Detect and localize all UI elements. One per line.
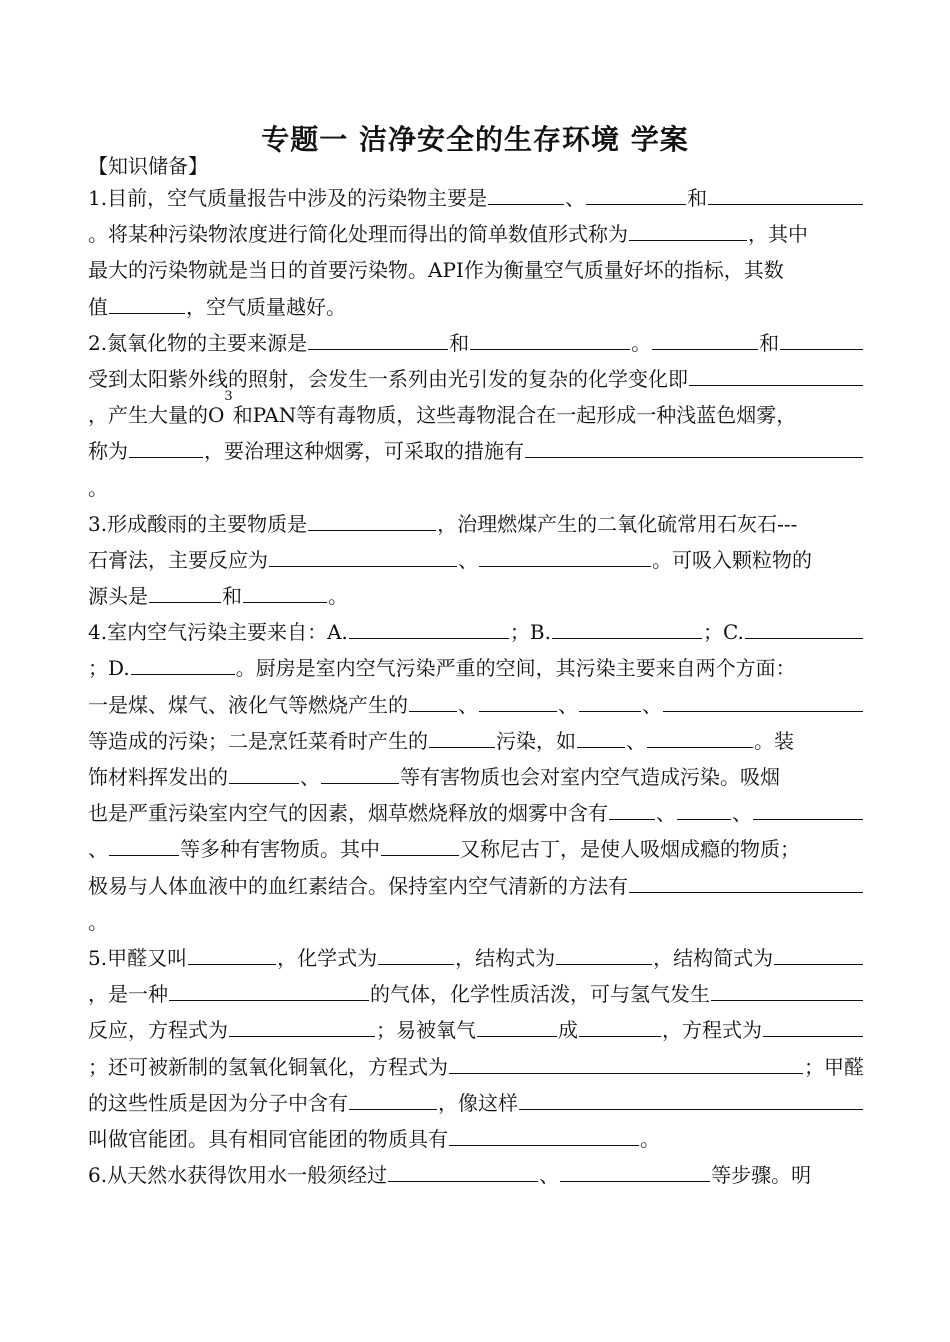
text: 和	[449, 330, 470, 355]
question-5-line-4	[88, 1049, 864, 1085]
question-2-line-2	[88, 361, 864, 397]
text: 、	[88, 837, 108, 862]
text: 污染，如	[496, 728, 576, 753]
question-4-line-2	[88, 650, 864, 686]
question-5-line-1	[88, 940, 864, 976]
question-1-line-2	[88, 216, 864, 252]
text: ，其中	[748, 222, 808, 247]
answer-blank[interactable]	[609, 795, 655, 820]
answer-blank[interactable]	[349, 1085, 437, 1110]
question-5-line-3	[88, 1012, 864, 1048]
question-5-line-5	[88, 1085, 864, 1121]
text: ；甲醛	[804, 1054, 864, 1079]
text: 6.从天然水获得饮用水一般须经过	[88, 1163, 388, 1188]
text: 和	[759, 330, 780, 355]
question-5-line-6	[88, 1121, 864, 1157]
text: 。	[328, 584, 348, 609]
text: 饰材料挥发出的	[88, 765, 228, 789]
text: 、	[558, 692, 578, 717]
text: 5.甲醛又叫	[88, 945, 188, 970]
question-5-line-2	[88, 976, 864, 1012]
answer-blank[interactable]	[479, 542, 651, 567]
question-list	[88, 180, 864, 1193]
answer-blank[interactable]	[308, 325, 448, 350]
answer-blank[interactable]	[109, 831, 179, 856]
answer-blank[interactable]	[131, 650, 235, 675]
answer-blank[interactable]	[169, 976, 369, 1001]
text: ；D.	[88, 656, 130, 681]
answer-blank[interactable]	[470, 325, 630, 350]
text: 1.目前，空气质量报告中涉及的污染物主要是	[88, 186, 488, 210]
answer-blank[interactable]	[229, 1012, 375, 1037]
answer-blank[interactable]	[409, 687, 457, 712]
answer-blank[interactable]	[774, 940, 863, 965]
text: ，像这样	[438, 1090, 518, 1115]
question-4-line-4	[88, 723, 864, 759]
question-2-line-3	[88, 389, 864, 433]
text: 也是严重污染室内空气的因素，烟草燃烧释放的烟雾中含有	[88, 801, 608, 826]
text: 、	[656, 801, 676, 826]
text: 叫做官能团。具有相同官能团的物质具有	[88, 1126, 448, 1151]
text: 成	[558, 1018, 578, 1043]
answer-blank[interactable]	[560, 1157, 710, 1182]
text: 最大的污染物就是当日的首要污染物。API作为衡量空气质量好坏的指标，其数	[88, 258, 784, 283]
answer-blank[interactable]	[780, 325, 863, 350]
question-1-line-1	[88, 180, 864, 216]
text: 一是煤、煤气、液化气等燃烧产生的	[88, 692, 408, 717]
text: ，是一种	[88, 982, 168, 1007]
text: 极易与人体血液中的血红素结合。保持室内空气清新的方法有	[88, 873, 628, 898]
answer-blank[interactable]	[745, 614, 863, 639]
answer-blank[interactable]	[321, 759, 399, 784]
answer-blank[interactable]	[763, 1012, 863, 1037]
answer-blank[interactable]	[243, 578, 327, 603]
question-3-line-1	[88, 506, 864, 542]
text: 等步骤。明	[711, 1163, 812, 1188]
text: 、	[642, 692, 662, 717]
answer-blank[interactable]	[429, 723, 495, 748]
text: 称为	[88, 439, 128, 464]
text: 、	[732, 801, 752, 826]
text: ，空气质量越好。	[186, 294, 346, 319]
question-3-line-2	[88, 542, 864, 578]
answer-blank[interactable]	[579, 687, 641, 712]
answer-blank[interactable]	[689, 361, 863, 386]
text: 的这些性质是因为分子中含有	[88, 1090, 348, 1115]
text: ，产生大量的O	[88, 403, 225, 428]
text: 又称尼古丁，是使人吸烟成瘾的物质；	[460, 837, 800, 862]
question-2-line-5	[88, 470, 864, 506]
text: 、	[626, 728, 646, 753]
answer-blank[interactable]	[349, 614, 509, 639]
text: 、	[300, 765, 320, 789]
text: ；B.	[509, 620, 551, 645]
answer-blank[interactable]	[109, 289, 185, 314]
text: 、	[458, 692, 478, 717]
text: 石膏法，主要反应为	[88, 547, 268, 572]
answer-blank[interactable]	[378, 940, 454, 965]
answer-blank[interactable]	[479, 687, 557, 712]
answer-blank[interactable]	[519, 1085, 863, 1110]
text: 和PAN等有毒物质，这些毒物混合在一起形成一种浅蓝色烟雾，	[232, 403, 797, 428]
answer-blank[interactable]	[677, 795, 731, 820]
answer-blank[interactable]	[629, 868, 863, 893]
question-4-line-8	[88, 868, 864, 904]
question-3-line-3	[88, 578, 864, 614]
text: 。装	[754, 728, 794, 753]
text: 等多种有害物质。其中	[180, 837, 380, 862]
question-2-line-4	[88, 433, 864, 469]
text: 源头是	[88, 584, 148, 609]
answer-blank[interactable]	[449, 1121, 639, 1146]
answer-blank[interactable]	[188, 940, 276, 965]
answer-blank[interactable]	[577, 723, 625, 748]
answer-blank[interactable]	[556, 940, 652, 965]
answer-blank[interactable]	[652, 325, 758, 350]
text: 。将某种污染物浓度进行简化处理而得出的简单数值形式称为	[88, 222, 628, 247]
answer-blank[interactable]	[753, 795, 863, 820]
text: ，结构式为	[455, 945, 556, 970]
answer-blank[interactable]	[579, 1012, 661, 1037]
text: 和	[687, 186, 708, 210]
text: 值	[88, 294, 108, 319]
answer-blank[interactable]	[269, 542, 457, 567]
text: 。厨房是室内空气污染严重的空间，其污染主要来自两个方面：	[235, 656, 796, 681]
answer-blank[interactable]	[708, 180, 863, 205]
text: 和	[222, 584, 242, 609]
answer-blank[interactable]	[586, 180, 686, 205]
question-6-line-1	[88, 1157, 864, 1193]
text: ，要治理这种烟雾，可采取的措施有	[204, 439, 524, 464]
text: ；C.	[702, 620, 744, 645]
answer-blank[interactable]	[525, 433, 863, 458]
answer-blank[interactable]	[229, 759, 299, 784]
text: ，方程式为	[662, 1018, 762, 1043]
question-1-line-3	[88, 252, 864, 288]
question-4-line-1	[88, 614, 864, 650]
text: 。	[88, 909, 108, 934]
page-title: 专题一 洁净安全的生存环境 学案	[261, 123, 689, 156]
answer-blank[interactable]	[477, 1012, 557, 1037]
text: 、	[539, 1163, 560, 1188]
answer-blank[interactable]	[149, 578, 221, 603]
answer-blank[interactable]	[381, 831, 459, 856]
subscript: 3	[224, 389, 233, 405]
text: 3.形成酸雨的主要物质是	[88, 511, 308, 536]
text: ，化学式为	[277, 945, 378, 970]
question-4-line-5	[88, 759, 864, 795]
answer-blank[interactable]	[711, 976, 863, 1001]
text: 。	[631, 330, 652, 355]
answer-blank[interactable]	[488, 180, 564, 205]
text: 。	[640, 1126, 660, 1151]
text: 的气体，化学性质活泼，可与氢气发生	[370, 982, 710, 1007]
text: 受到太阳紫外线的照射，会发生一系列由光引发的复杂的化学变化即	[88, 366, 688, 391]
text: 、	[565, 186, 586, 210]
answer-blank[interactable]	[129, 433, 203, 458]
section-heading: 【知识储备】	[88, 154, 208, 178]
question-4-line-3	[88, 687, 864, 723]
answer-blank[interactable]	[449, 1049, 803, 1074]
answer-blank[interactable]	[308, 506, 436, 531]
answer-blank[interactable]	[388, 1157, 538, 1182]
text: 4.室内空气污染主要来自：A.	[88, 620, 348, 645]
text: 。可吸入颗粒物的	[652, 547, 812, 572]
question-2-line-1	[88, 325, 864, 361]
question-4-line-6	[88, 795, 864, 831]
answer-blank[interactable]	[663, 687, 863, 712]
text: 2.氮氧化物的主要来源是	[88, 330, 308, 355]
text: ，结构简式为	[653, 945, 774, 970]
answer-blank[interactable]	[629, 216, 747, 241]
text: 。	[88, 475, 108, 500]
text: 等造成的污染；二是烹饪菜肴时产生的	[88, 728, 428, 753]
text: ，治理燃煤产生的二氧化硫常用石灰石---	[437, 511, 798, 536]
answer-blank[interactable]	[647, 723, 753, 748]
question-4-line-9	[88, 904, 864, 940]
question-1-line-4	[88, 289, 864, 325]
question-4-line-7	[88, 831, 864, 867]
text: ；还可被新制的氢氧化铜氧化，方程式为	[88, 1054, 448, 1079]
text: 等有害物质也会对室内空气造成污染。吸烟	[400, 765, 780, 789]
text: ；易被氧气	[376, 1018, 476, 1043]
text: 、	[458, 547, 478, 572]
answer-blank[interactable]	[552, 614, 702, 639]
text: 反应，方程式为	[88, 1018, 228, 1043]
